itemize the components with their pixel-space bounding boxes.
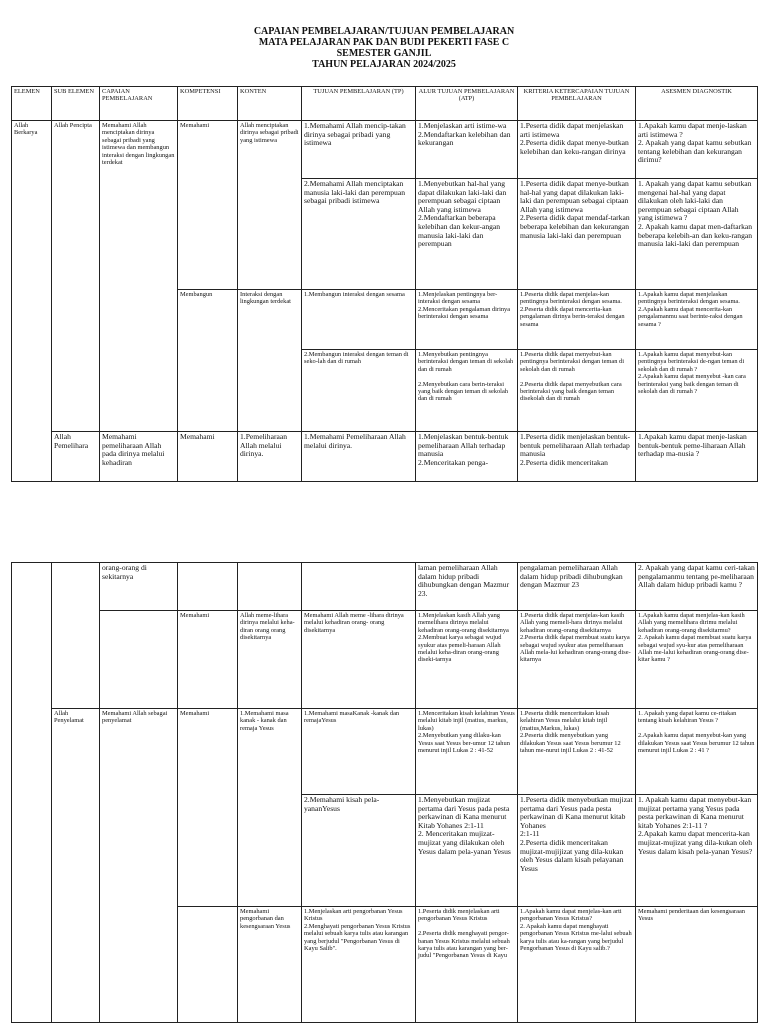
cell-asesmen: 1.Apakah kamu dapat menjelas-kan kasih Allah yang memelihara dirimu melalui kehadiran orang-orang disekitarmu? 2. Apakah kamu dapat membuat suatu karya sebagai wujud syu-kur atas pemeliharaan Allah me-lalui kehadiran orang-orang dise-kitar kamu ?	[636, 611, 758, 709]
cell-sub-elemen-pencipta: Allah Pencipta	[52, 121, 100, 432]
header-sub-elemen: SUB ELEMEN	[52, 87, 100, 121]
header-atp: ALUR TUJUAN PEMBELAJARAN (ATP)	[416, 87, 518, 121]
cell-atp: 1.Menyebutkan pentingnya berinteraksi dengan teman di sekolah dan di rumah 2.Menyebutkan cara berin-teraksi yang baik dengan teman di sekolah dan di rumah	[416, 350, 518, 432]
header-kompetensi: KOMPETENSI	[178, 87, 238, 121]
cell-tp-cont	[302, 563, 416, 611]
header-elemen: ELEMEN	[12, 87, 52, 121]
curriculum-table-page-2	[11, 562, 758, 1023]
cell-atp: 1.Menceritakan kisah kelahiran Yesus melalui kitab injil (matius, markus, lukas) 2.Menyebutkan yang dilaku-kan Yesus saat Yesus ber-umur 12 tahun menurut injil Lukas 2 : 41-52	[416, 709, 518, 795]
cell-kriteria: 1.Peserta didik dapat menjelas-kan pentingnya berinteraksi dengan sesama. 2.Peserta didik dapat mencerita-kan pengalaman dirinya berin-teraksi dengan sesama	[518, 290, 636, 350]
cell-asesmen: 1. Apakah yang dapat kamu sebutkan mengenai hal-hal yang dapat dilakukan oleh laki-laki dan perempuan sebagai ciptaan Allah yang istimewa ? 2. Apakah kamu dapat men-daftarkan beberapa kelebih-an dan keku-rangan manusia laki-laki dan perempuan	[636, 179, 758, 290]
table-row	[12, 121, 758, 179]
cell-atp: 1.Peserta didik menjelaskan arti pengorbanan Yesus Kristus 2.Peserta didik menghayati pengor- banan Yesus Kristus melalui sebuah karya tulis atau karangan yang ber- judul "Pengorbanan Yesus di Kayu	[416, 907, 518, 1023]
cell-kompetensi-empty	[178, 907, 238, 1023]
cell-tp: Memahami Allah meme -lihara dirinya melalui kehadiran orang- orang disekitarnya	[302, 611, 416, 709]
cell-kriteria: 1.Peserta didik menceritakan kisah kelahiran Yesus melalui kitab injil (matius,Markus, lukas) 2.Peserta didik menyebutkan yang dilakukan Yesus saat Yesus berumur 12 tahun me-nurut injil Lukas 2 : 41-52	[518, 709, 636, 795]
cell-atp: laman pemeliharaan Allah dalam hidup pribadi dihubungkan dengan Mazmur 23.	[416, 563, 518, 611]
curriculum-table-page-1	[11, 86, 758, 482]
cell-konten-pencipta: Allah menciptakan dirinya sebagai pribadi yang istimewa	[238, 121, 302, 290]
cell-konten-interaksi: Interaksi dengan lingkungan terdekat	[238, 290, 302, 432]
cell-capaian-empty	[100, 611, 178, 709]
title-line-4: TAHUN PELAJARAN 2024/2025	[312, 59, 456, 70]
cell-sub-elemen-pemelihara: Allah Pemelihara	[52, 432, 100, 482]
cell-kriteria: 1.Peserta didik dapat menjelas-kan kasih Allah yang memeli-hara dirinya melalui kehadiran orang-orang disekitarnya 2.Peserta didik dapat membuat suatu karya sebagai wujud syukur atas pemeliharaan Allah mela-lui kehadiran orang-orang dise-kitarnya	[518, 611, 636, 709]
cell-asesmen: 1.Apakah kamu dapat menje-laskan bentuk-bentuk peme-liharaan Allah terhadap ma-nusia ?	[636, 432, 758, 482]
cell-tp: 2.Membangun interaksi dengan teman di seko-lah dan di rumah	[302, 350, 416, 432]
cell-kompetensi-memahami: Memahami	[178, 121, 238, 290]
cell-kriteria: 1.Peserta didik menyebutkan mujizat pertama dari Yesus pada pesta perkawinan di Kana menurut kitab Yohanes 2:1-11 2.Peserta didik menceritakan mujizat-mujijizat yang dila-kukan oleh Yesus dalam kisah pelayanan Yesus	[518, 795, 636, 907]
title-line-2: MATA PELAJARAN PAK DAN BUDI PEKERTI FASE C	[258, 37, 510, 48]
cell-sub-elemen-penyelamat: Allah Penyelamat	[52, 709, 100, 1023]
cell-capaian-cont: orang-orang di sekitarnya	[100, 563, 178, 611]
header-capaian: CAPAIAN PEMBELAJARAN	[100, 87, 178, 121]
header-row	[12, 87, 758, 121]
cell-elemen-cont	[12, 563, 52, 1023]
document-title	[0, 26, 768, 70]
cell-sub-elemen-cont	[52, 563, 100, 709]
cell-kriteria: 1.Peserta didik dapat menyebut-kan pentingnya berinteraksi dengan teman di sekolah dan di rumah 2.Peserta didik dapat menyebutkan cara berinteraksi yang baik dengan teman disekolah dan di rumah	[518, 350, 636, 432]
cell-kriteria: 1.Apakah kamu dapat menjelas-kan arti pengorbanan Yesus Kristus? 2. Apakah kamu dapat menghayati pengorbanan Yesus Kristus me-lalui sebuah karya tulis atau ka-rangan yang berjudul Pengorbanan Yesus di Kayu salib.?	[518, 907, 636, 1023]
cell-asesmen: 1.Apakah kamu dapat menjelaskan pentingnya berinteraksi dengan sesama. 2.Apakah kamu dapat mencerita-kan pengalamanmu saat berinte-raksi dengan sesama ?	[636, 290, 758, 350]
cell-elemen: Allah Berkarya	[12, 121, 52, 482]
cell-asesmen: 1.Apakah kamu dapat menyebut-kan pentingnya berinteraksi de-ngan teman di sekolah dan di rumah ? 2.Apakah kamu dapat menyebut -kan cara berinteraksi yang baik dengan teman di sekolah dan di rumah ?	[636, 350, 758, 432]
cell-atp: 1.Menjelaskan kasih Allah yang memelihara dirinya melalui kehadiran orang-orang disekitarnya 2.Membuat karya sebagai wujud syukur atas pemeli-haraan Allah melalui keha-diran orang-orang diseki-tarnya	[416, 611, 518, 709]
cell-konten-cont	[238, 563, 302, 611]
cell-tp: 1.Memahami masaKanak -kanak dan remajaYesus	[302, 709, 416, 795]
cell-asesmen: Memahami penderitaan dan kesengsaraan Yesus	[636, 907, 758, 1023]
cell-asesmen: 2. Apakah yang dapat kamu ceri-takan pengalamanmu tentang pe-meliharaan Allah dalam hidup pribadi kamu ?	[636, 563, 758, 611]
cell-kompetensi: Memahami	[178, 432, 238, 482]
cell-asesmen: 1. Apakah kamu dapat menyebut-kan mujizat pertama yang Yesus pada pesta perkawinan di Kana menurut kitab Yohanes 2:1-11 ? 2.Apakah kamu dapat mencerita-kan mujizat-mujizat yang dila-kukan oleh Yesus dalam kisah pela-yanan Yesus?	[636, 795, 758, 907]
cell-tp: 1.Memahami Allah mencip-takan dirinya sebagai pribadi yang istimewa	[302, 121, 416, 179]
cell-asesmen: 1. Apakah yang dapat kamu ce-ritakan tentang kisah kelahiran Yesus ? 2.Apakah kamu dapat menyebut-kan yang dilakukan Yesus saat Yesus berumur 12 tahun menurut injil Lukas 2 : 41 ?	[636, 709, 758, 795]
cell-atp: 1.Menyebutkan hal-hal yang dapat dilakukan laki-laki dan perempuan sebagai ciptaan Allah yang istimewa 2.Mendaftarkan beberapa kelebihan dan kekur-angan manusia laki-laki dan perempuan	[416, 179, 518, 290]
table-row	[12, 432, 758, 482]
cell-kriteria: 1.Peserta didik dapat menye-butkan hal-hal yang dapat dilakukan laki-laki dan perempuan sebagai ciptaan Allah yang istimewa 2.Peserta didik dapat mendaf-tarkan beberapa kelebihan dan kekurangan manusia laki-laki dan perempuan	[518, 179, 636, 290]
cell-kompetensi: Memahami	[178, 709, 238, 907]
table-row	[12, 611, 758, 709]
header-tp: TUJUAN PEMBELAJARAN (TP)	[302, 87, 416, 121]
cell-kompetensi: Memahami	[178, 611, 238, 709]
cell-kriteria: pengalaman pemeliharaan Allah dalam hidup pribadi dihubungkan dengan Mazmur 23	[518, 563, 636, 611]
cell-kriteria: 1.Peserta didik menjelaskan bentuk-bentuk pemeliharaan Allah terhadap manusia 2.Peserta didik menceritakan	[518, 432, 636, 482]
cell-atp: 1.Menyebutkan mujizat pertama dari Yesus pada pesta perkawinan di Kana menurut Kitab Yohanes 2:1-11 2. Menceritakan mujizat-mujizat yang dilakukan oleh Yesus dalam pela-yanan Yesus	[416, 795, 518, 907]
title-line-1: CAPAIAN PEMBELAJARAN/TUJUAN PEMBELAJARAN	[253, 26, 515, 37]
cell-tp: 1.Memahami Pemeliharaan Allah melalui dirinya.	[302, 432, 416, 482]
cell-capaian-pencipta: Memahami Allah menciptakan dirinya sebagai pribadi yang istimewa dan membangun interaksi dengan lingkungan terdekat	[100, 121, 178, 432]
title-line-3: SEMESTER GANJIL	[336, 48, 432, 59]
header-konten: KONTEN	[238, 87, 302, 121]
cell-konten: 1.Memahami masa kanak - kanak dan remaja Yesus	[238, 709, 302, 907]
cell-konten: Allah meme-lihara dirinya melalui keha-diran orang orang disekitarnya	[238, 611, 302, 709]
header-asesmen: ASESMEN DIAGNOSTIK	[636, 87, 758, 121]
cell-capaian-pemelihara: Memahami pemeliharaan Allah pada dirinya melalui kehadiran	[100, 432, 178, 482]
cell-kompetensi-membangun: Membangun	[178, 290, 238, 432]
cell-asesmen: 1.Apakah kamu dapat menje-laskan arti istimewa ? 2. Apakah yang dapat kamu sebutkan tentang kelebihan dan kekurangan dirimu?	[636, 121, 758, 179]
cell-konten: Memahami pengorbanan dan kesengsaraan Yesus	[238, 907, 302, 1023]
table-row	[12, 563, 758, 611]
cell-atp: 1.Menjelaskan arti istime-wa 2.Mendaftarkan kelebihan dan kekurangan	[416, 121, 518, 179]
cell-atp: 1.Menjelaskan pentingnya ber-interaksi dengan sesama 2.Menceritakan pengalaman dirinya berinteraksi dengan sesama	[416, 290, 518, 350]
cell-kompetensi-cont	[178, 563, 238, 611]
cell-konten: 1.Pemeliharaan Allah melalui dirinya.	[238, 432, 302, 482]
cell-tp: 1.Menjelaskan arti pengorbanan Yesus Kristus 2.Menghayati pengorbanan Yesus Kristus melalui sebuah karya tulis atau karangan yang berjudul "Pengorbanan Yesus di Kayu Salib".	[302, 907, 416, 1023]
cell-tp: 2.Memahami kisah pela-yananYesus	[302, 795, 416, 907]
cell-tp: 1.Membangun interaksi dengan sesama	[302, 290, 416, 350]
cell-atp: 1.Menjelaskan bentuk-bentuk pemeliharaan Allah terhadap manusia 2.Menceritakan penga-	[416, 432, 518, 482]
header-kriteria: KRITERIA KETERCAPAIAN TUJUAN PEMBELAJARAN	[518, 87, 636, 121]
table-row	[12, 709, 758, 795]
cell-capaian-penyelamat: Memahami Allah sebagai penyelamat	[100, 709, 178, 1023]
cell-kriteria: 1.Peserta didik dapat menjelaskan arti istimewa 2.Peserta didik dapat menye-butkan kelebihan dan keku-rangan dirinya	[518, 121, 636, 179]
cell-tp: 2.Memahami Allah menciptakan manusia laki-laki dan perempuan sebagai pribadi istimewa	[302, 179, 416, 290]
